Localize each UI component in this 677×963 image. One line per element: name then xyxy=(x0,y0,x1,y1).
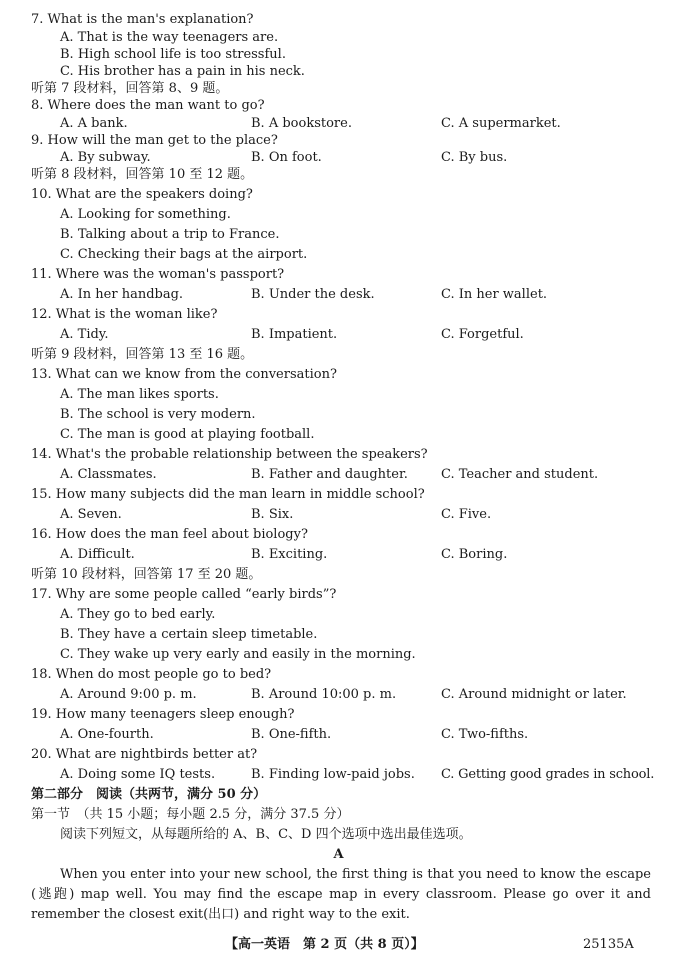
question-7-stem: 7. What is the man's explanation? xyxy=(31,12,254,27)
question-11-option-b: B. Under the desk. xyxy=(251,287,375,302)
question-7-option-c: C. His brother has a pain in his neck. xyxy=(60,64,305,79)
section-9-instruction: 听第 9 段材料，回答第 13 至 16 题。 xyxy=(31,347,254,362)
question-20-option-c: C. Getting good grades in school. xyxy=(441,767,655,782)
question-8-option-c: C. A supermarket. xyxy=(441,116,561,131)
question-13-option-a: A. The man likes sports. xyxy=(60,387,219,402)
paper-code: 25135A xyxy=(583,937,634,952)
question-18-stem: 18. When do most people go to bed? xyxy=(31,667,272,682)
question-20-stem: 20. What are nightbirds better at? xyxy=(31,747,258,762)
question-11-option-c: C. In her wallet. xyxy=(441,287,548,302)
question-19-stem: 19. How many teenagers sleep enough? xyxy=(31,707,295,722)
question-7-option-b: B. High school life is too stressful. xyxy=(60,47,286,62)
question-19-option-a: A. One-fourth. xyxy=(60,727,154,742)
section-10-instruction: 听第 10 段材料，回答第 17 至 20 题。 xyxy=(31,567,262,582)
question-19-option-c: C. Two-fifths. xyxy=(441,727,529,742)
question-17-option-b: B. They have a certain sleep timetable. xyxy=(60,627,318,642)
question-10-stem: 10. What are the speakers doing? xyxy=(31,187,253,202)
question-8-option-b: B. A bookstore. xyxy=(251,116,352,131)
question-14-option-b: B. Father and daughter. xyxy=(251,467,408,482)
question-14-option-a: A. Classmates. xyxy=(60,467,157,482)
question-15-option-c: C. Five. xyxy=(441,507,492,522)
question-14-option-c: C. Teacher and student. xyxy=(441,467,599,482)
question-17-option-c: C. They wake up very early and easily in the morning. xyxy=(60,647,416,662)
question-9-option-a: A. By subway. xyxy=(60,150,151,165)
question-16-stem: 16. How does the man feel about biology? xyxy=(31,527,308,542)
question-8-stem: 8. Where does the man want to go? xyxy=(31,98,265,113)
passage-letter: A xyxy=(333,847,344,862)
question-20-option-b: B. Finding low-paid jobs. xyxy=(251,767,415,782)
section-8-instruction: 听第 8 段材料，回答第 10 至 12 题。 xyxy=(31,167,254,182)
question-8-option-a: A. A bank. xyxy=(60,116,128,131)
question-10-option-b: B. Talking about a trip to France. xyxy=(60,227,280,242)
question-10-option-a: A. Looking for something. xyxy=(60,207,231,222)
question-19-option-b: B. One-fifth. xyxy=(251,727,332,742)
question-12-option-a: A. Tidy. xyxy=(60,327,109,342)
question-9-option-c: C. By bus. xyxy=(441,150,508,165)
part-2-instruction: 阅读下列短文，从每题所给的 A、B、C、D 四个选项中选出最佳选项。 xyxy=(60,827,472,842)
question-11-stem: 11. Where was the woman's passport? xyxy=(31,267,285,282)
question-13-stem: 13. What can we know from the conversation? xyxy=(31,367,337,382)
question-9-option-b: B. On foot. xyxy=(251,150,322,165)
page-footer-label: 【高一英语 第 2 页（共 8 页）】 xyxy=(225,937,424,952)
question-15-stem: 15. How many subjects did the man learn in middle school? xyxy=(31,487,425,502)
question-18-option-a: A. Around 9:00 p. m. xyxy=(60,687,197,702)
part-2-title: 第二部分 阅读（共两节，满分 50 分） xyxy=(31,787,267,802)
part-2-section-1-heading: 第一节 （共 15 小题；每小题 2.5 分，满分 37.5 分） xyxy=(31,807,350,822)
question-17-stem: 17. Why are some people called “early birds”? xyxy=(31,587,337,602)
question-17-option-a: A. They go to bed early. xyxy=(60,607,216,622)
question-11-option-a: A. In her handbag. xyxy=(60,287,184,302)
question-10-option-c: C. Checking their bags at the airport. xyxy=(60,247,308,262)
question-18-option-c: C. Around midnight or later. xyxy=(441,687,627,702)
question-12-option-c: C. Forgetful. xyxy=(441,327,524,342)
question-16-option-c: C. Boring. xyxy=(441,547,508,562)
question-15-option-b: B. Six. xyxy=(251,507,294,522)
question-7-option-a: A. That is the way teenagers are. xyxy=(60,30,279,45)
question-12-option-b: B. Impatient. xyxy=(251,327,338,342)
question-20-option-a: A. Doing some IQ tests. xyxy=(60,767,216,782)
question-14-stem: 14. What's the probable relationship between the speakers? xyxy=(31,447,428,462)
section-7-instruction: 听第 7 段材料，回答第 8、9 题。 xyxy=(31,81,229,96)
question-12-stem: 12. What is the woman like? xyxy=(31,307,218,322)
question-18-option-b: B. Around 10:00 p. m. xyxy=(251,687,397,702)
question-9-stem: 9. How will the man get to the place? xyxy=(31,133,278,148)
question-15-option-a: A. Seven. xyxy=(60,507,122,522)
question-16-option-b: B. Exciting. xyxy=(251,547,328,562)
passage-a-text: When you enter into your new school, the first thing is that you need to know the escape (逃跑) map well. You may find the escape map in every classroom. Please go over it and remember the closest exit(出口) and right way to the exit. xyxy=(31,867,651,922)
question-16-option-a: A. Difficult. xyxy=(60,547,135,562)
question-13-option-c: C. The man is good at playing football. xyxy=(60,427,315,442)
question-13-option-b: B. The school is very modern. xyxy=(60,407,256,422)
